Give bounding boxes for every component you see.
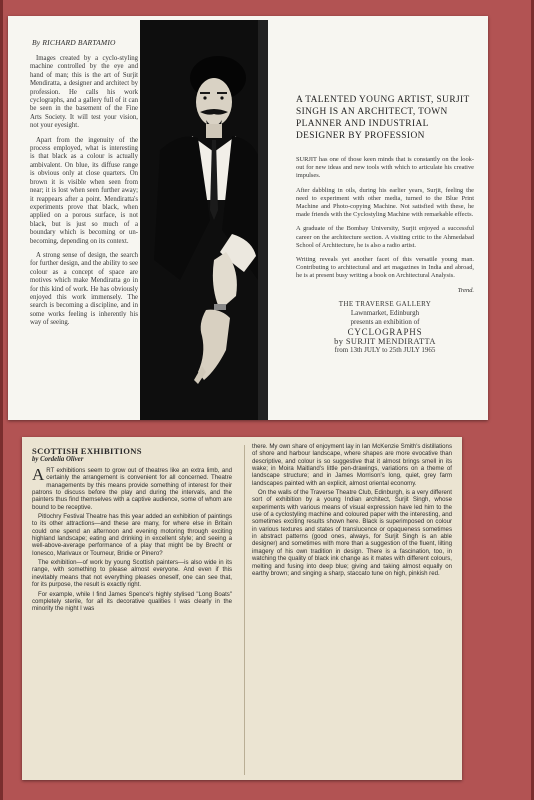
presents-line: presents an exhibition of <box>350 317 420 326</box>
review-paragraph: Images created by a cyclo-styling machine controlled by the eye and hand of man; this is the art of Surjit Mendiratta, a designer and architect by profession. He calls his work cyclographs, and a gallery full of it can be seen in the basement of the Fine Arts Society. It will test your vision, not your eyesight. <box>30 55 138 130</box>
profile-column <box>296 36 474 355</box>
review-paragraph: Apart from the ingenuity of the process employed, what is interesting is that black as a colour is actually ambivalent. On blue, its diffuse range is obvious only at close quarters. On brown it is visible when seen from near; it is lost when seen further away; it reappears after a point. Mendiratta's experiments prove that black, when applied on a porous surface, is not black, but is just so much of a boundary which is becoming or un-becoming, depending on its context. <box>30 136 138 245</box>
gallery-location: Lawnmarket, Edinburgh <box>350 308 420 317</box>
clipping-paragraph: For example, while I find James Spence's highly stylised "Long Boats" completely sterile, for all its decorative qualities I was clearly in the minority the night I was <box>32 590 232 613</box>
drop-cap: A <box>32 465 45 484</box>
clipping-title: SCOTTISH EXHIBITIONS <box>32 446 142 456</box>
newspaper-clipping <box>22 437 462 780</box>
clipping-paragraph: Pitlochry Festival Theatre has this year added an exhibition of paintings to its other attractions—and these are many, for where else in Britain could one spend an afternoon and evening motoring through exciting highland landscape; eating and drinking in excellent style; and seeing a well-above-average performance of a play that might be by Brecht or Ionesco, Marivaux or Tourneur, Bridie or Pinero? <box>32 513 232 557</box>
clipping-paragraph: The exhibition—of work by young Scottish painters—is also wide in its range, with something to please almost everyone. And even if this inevitably means that not everything pleases oneself, one can see that, for its purpose, the result is exactly right. <box>32 559 232 589</box>
clipping-column-2 <box>252 443 452 579</box>
profile-paragraph: SURJIT has one of those keen minds that is constantly on the look-out for new ideas and new tools with which to articulate his creative impulses. <box>296 156 474 180</box>
profile-paragraph: Writing reveals yet another facet of this versatile young man. Contributing to architectural and art magazines in India and abroad, he is at present busy writing a book on Architectural Analysis. <box>296 256 474 280</box>
review-column <box>30 38 138 334</box>
review-paragraph: A strong sense of design, the search for further design, and the ability to see colour as a concept of space are motives which make Mendiratta go in for this kind of work. He has obviously enjoyed this work immensely. The search is becoming a discipline, and in some works feeling is inherently his way of seeing. <box>30 251 138 327</box>
source-credit: Trend. <box>457 286 474 294</box>
column-rule <box>244 445 245 775</box>
exhibition-brochure <box>8 16 488 420</box>
board-edge-left <box>0 0 3 800</box>
artist-portrait-illustration <box>140 20 268 420</box>
artist-portrait-photo <box>140 20 268 420</box>
gallery-name: THE TRAVERSE GALLERY <box>338 299 432 308</box>
profile-paragraph: After dabbling in oils, during his earlier years, Surjit, feeling the need to experiment with other media, turned to the Blue Print Machine and Photo-copying Machine. Not satisfied with these, he made friends with the Cyclostyling Machine with remarkable effects. <box>296 186 474 219</box>
clipping-column-1 <box>32 467 232 615</box>
clipping-paragraph: there. My own share of enjoyment lay in Ian McKenzie Smith's distillations of shore and harbour landscape, where shapes are more evocative than descriptive, and colour is so suggestive that it almost brings smell in its wake; in Moira Maitland's little pen-drawings, variations on a theme of landscape structure; and in James Morrison's long, quiet, grey farm landscapes painted with an explicit, almost oriental economy. <box>252 443 452 487</box>
venue-block <box>296 300 474 355</box>
clipping-author: by Cordelia Oliver <box>32 456 84 463</box>
byline: By RICHARD BARTAMIO <box>32 38 116 47</box>
exhibition-title: CYCLOGRAPHS <box>347 326 423 337</box>
headline: A TALENTED YOUNG ARTIST, SURJIT SINGH IS AN ARCHITECT, TOWN PLANNER AND INDUSTRIAL DESIGNER BY PROFESSION <box>296 95 470 141</box>
artist-line: by SURJIT MENDIRATTA <box>334 336 436 346</box>
opening-text: RT exhibitions seem to grow out of theatres like an extra limb, and certainly the arrangement is convenient for all concerned. Theatre managements by this means provide something of interest for their patrons to discuss before the play and during the intervals, and the painters thus find themselves with a captive audience, some of whom are bound to be receptive. <box>32 467 232 511</box>
clipping-paragraph <box>32 467 232 511</box>
clipping-paragraph: On the walls of the Traverse Theatre Club, Edinburgh, is a very different sort of exhibition by a young Indian architect, Surjit Singh, whose experiments with various means of visual expression have led him to the use of a cyclostyling machine and coloured paper with the interesting, and sometimes exciting results shown here. Black is superimposed on colour in various textures and states of translucence or opaqueness sometimes in abstract patterns (good ones, always, for Surjit Singh is an able designer) and sometimes with more than a suggestion of the fluent, lilting imagery of his own tradition in design. There is a fascination, too, in watching the quality of black ink change as it mates with different colours, melting and fusing into deep blue; giving and taking almost equally on earthy brown; and singing a sharp, staccato tune on high, pinkish red. <box>252 489 452 577</box>
profile-paragraph: A graduate of the Bombay University, Surjit enjoyed a successful career on the architecture section. A visiting critic to the Ahmedabad School of Architecture, he is also a radio artist. <box>296 225 474 249</box>
exhibition-dates: from 13th JULY to 25th JULY 1965 <box>334 345 436 354</box>
